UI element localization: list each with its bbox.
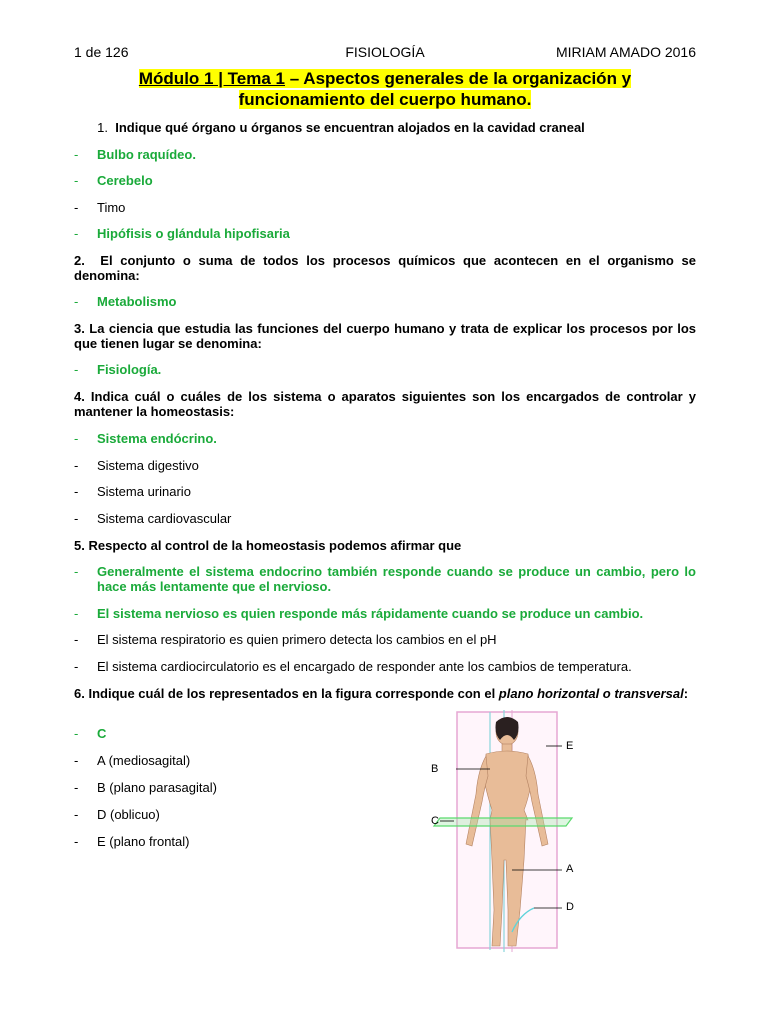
label-a: A bbox=[566, 863, 574, 875]
label-d: D bbox=[566, 901, 574, 913]
title-line1-rest: – Aspectos generales de la organización y bbox=[285, 69, 632, 88]
question-4-text: Indica cuál o cuáles de los sistema o aparatos siguientes son los encargados de controlar y mantener la homeostasis: bbox=[74, 389, 696, 419]
label-e: E bbox=[566, 740, 574, 752]
question-4: 4. Indica cuál o cuáles de los sistema o aparatos siguientes son los encargados de controlar y mantener la homeostasis: bbox=[74, 389, 696, 419]
question-5-text: Respecto al control de la homeostasis podemos afirmar que bbox=[88, 538, 462, 553]
transverse-plane bbox=[434, 818, 572, 826]
title-line2: funcionamiento del cuerpo humano. bbox=[238, 90, 532, 109]
subject-title: FISIOLOGÍA bbox=[345, 44, 425, 60]
module-label: Módulo 1 | Tema 1 bbox=[138, 69, 286, 88]
question-2-text: El conjunto o suma de todos los procesos químicos que acontecen en el organismo se denomina: bbox=[74, 253, 696, 283]
page-number: 1 de 126 bbox=[74, 44, 129, 60]
question-3: 3. La ciencia que estudia las funciones del cuerpo humano y trata de explicar los procesos por los que tienen lugar se denomina: bbox=[74, 321, 696, 351]
body-planes-illustration bbox=[416, 710, 586, 955]
answer-5-1: - Generalmente el sistema endocrino también responde cuando se produce un cambio, pero lo hace más lentamente que el nervioso. bbox=[74, 564, 696, 594]
author-year: MIRIAM AMADO 2016 bbox=[555, 44, 696, 60]
question-1-text: Indique qué órgano u órganos se encuentran alojados en la cavidad craneal bbox=[115, 120, 585, 135]
label-c: C bbox=[431, 815, 439, 827]
page-header bbox=[74, 44, 696, 62]
anatomical-planes-figure bbox=[416, 710, 586, 955]
question-5: 5. Respecto al control de la homeostasis podemos afirmar que bbox=[74, 538, 462, 553]
question-6-italic: plano horizontal o transversal bbox=[498, 686, 684, 701]
question-1: 1. Indique qué órgano u órganos se encuentran alojados en la cavidad craneal bbox=[97, 120, 585, 135]
question-3-text: La ciencia que estudia las funciones del cuerpo humano y trata de explicar los procesos por los que tienen lugar se denomina: bbox=[74, 321, 696, 351]
question-2: 2. El conjunto o suma de todos los procesos químicos que acontecen en el organismo se denomina: bbox=[74, 253, 696, 283]
document-title bbox=[74, 68, 696, 110]
label-b: B bbox=[431, 763, 439, 775]
question-6: 6. Indique cuál de los representados en la figura corresponde con el plano horizontal o transversal: bbox=[74, 686, 689, 701]
